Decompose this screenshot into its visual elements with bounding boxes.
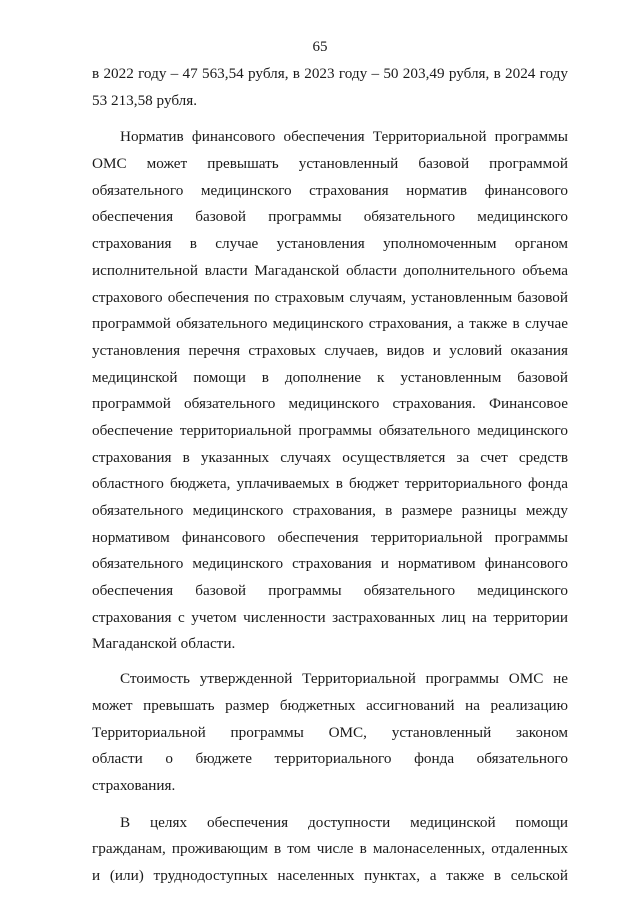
text-line: ОМС может превышать установленный базовой программой — [92, 155, 568, 173]
text-line: в 2022 году – 47 563,54 рубля, в 2023 году – 50 203,49 рубля, в 2024 году — [92, 65, 568, 82]
text-line: страхования в случае установления уполномоченным органом — [92, 235, 568, 253]
text-line: Стоимость утвержденной Территориальной программы ОМС не — [120, 670, 568, 688]
text-line: установления перечня страховых случаев, видов и условий оказания — [92, 341, 568, 359]
text-line: Территориальной программы ОМС, установленный законом — [92, 723, 568, 741]
text-line: области о бюджете территориального фонда обязательного — [92, 750, 568, 768]
text-line: обязательного медицинского страхования норматив финансового — [92, 181, 568, 199]
text-line: В целях обеспечения доступности медицинской помощи — [120, 813, 568, 831]
text-line: областного бюджета, уплачиваемых в бюджет территориального фонда — [92, 475, 568, 493]
document-body — [92, 61, 568, 898]
text-line: может превышать размер бюджетных ассигнований на реализацию — [92, 696, 568, 714]
text-line: нормативом финансового обеспечения территориальной программы — [92, 528, 568, 546]
paragraph-access-care — [92, 810, 568, 890]
text-line: 53 213,58 рубля. — [92, 91, 198, 109]
text-line: страхования в указанных случаях осуществляется за счет средств — [92, 448, 568, 466]
text-line: гражданам, проживающим в том числе в малонаселенных, отдаленных — [92, 840, 568, 858]
paragraph-program-cost — [92, 666, 568, 799]
text-line: Магаданской области. — [92, 635, 236, 653]
page-number: 65 — [312, 39, 328, 55]
text-line: и (или) труднодоступных населенных пунктах, а также в сельской — [92, 866, 568, 884]
text-line: Норматив финансового обеспечения Территориальной программы — [120, 128, 568, 146]
text-line: обязательного медицинского страхования и нормативом финансового — [92, 555, 568, 573]
text-line: исполнительной власти Магаданской области дополнительного объема — [92, 261, 568, 279]
paragraph-continuation — [92, 61, 568, 114]
text-line: страхования с учетом численности застрахованных лиц на территории — [92, 608, 568, 626]
paragraph-norm-financing — [92, 124, 568, 658]
text-line: программой обязательного медицинского страхования. Финансовое — [92, 395, 568, 413]
text-line: обеспечение территориальной программы обязательного медицинского — [92, 421, 568, 439]
text-line: страхового обеспечения по страховым случаям, установленным базовой — [92, 288, 568, 306]
text-line: программой обязательного медицинского страхования, а также в случае — [92, 315, 568, 333]
text-line: обязательного медицинского страхования, в размере разницы между — [92, 502, 568, 519]
text-line: обеспечения базовой программы обязательного медицинского — [92, 208, 568, 226]
text-line: обеспечения базовой программы обязательного медицинского — [92, 582, 568, 600]
text-line: страхования. — [92, 776, 176, 794]
text-line: медицинской помощи в дополнение к установленным базовой — [92, 368, 568, 386]
